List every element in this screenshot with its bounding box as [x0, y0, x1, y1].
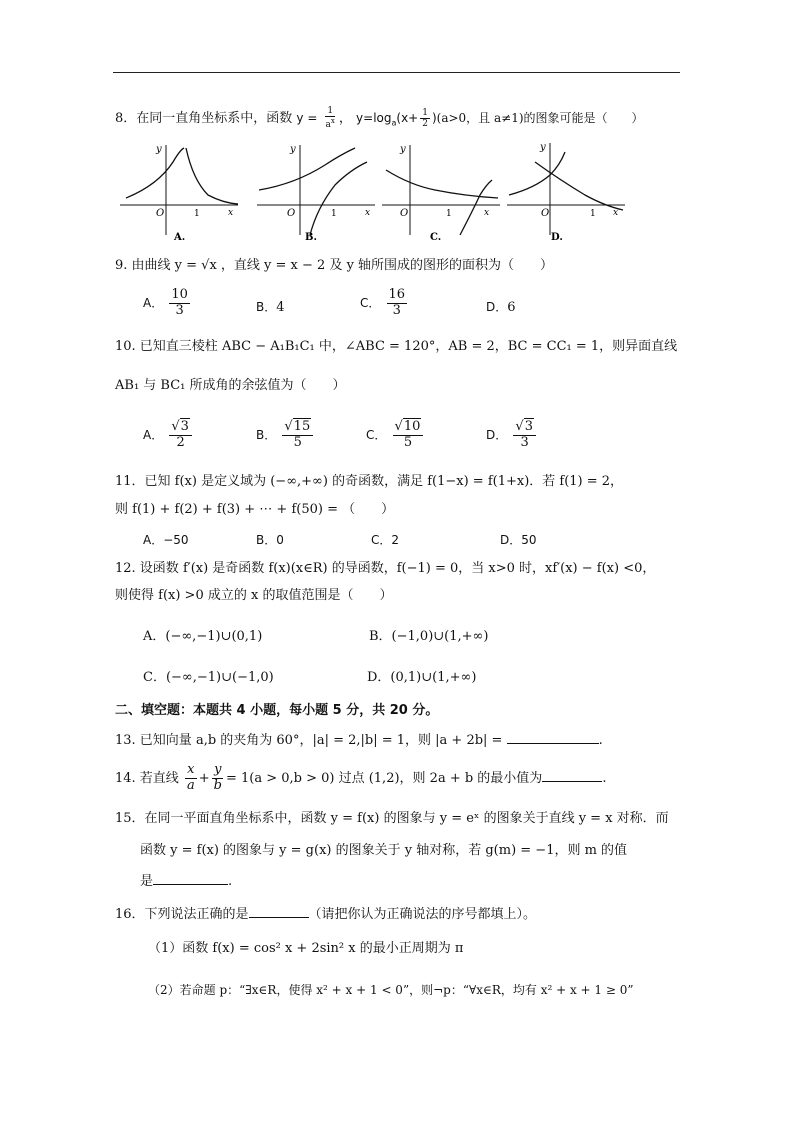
- svg-text:y: y: [290, 144, 296, 155]
- q16-answer-blank[interactable]: [249, 905, 309, 918]
- q10-line1: 10. 已知直三棱柱 ABC − A₁B₁C₁ 中，∠ABC = 120°，AB = 2，BC = CC₁ = 1，则异面直线: [115, 339, 678, 354]
- svg-text:1: 1: [331, 209, 337, 219]
- q12-option-a: A．(−∞,−1)∪(0,1): [143, 629, 263, 644]
- q12-option-c: C．(−∞,−1)∪(−1,0): [143, 670, 274, 685]
- q8-text: 8．在同一直角坐标系中，函数 y = $\frac{1}{a^x}$ ， $y=\log_a(x+$ $\frac{1}{2}$ )(a>0，且 a≠1)的图象可能是（ ）: [115, 106, 644, 131]
- svg-text:y: y: [156, 144, 162, 155]
- q10-line2: AB₁ 与 BC₁ 所成角的余弦值为（ ）: [115, 378, 346, 393]
- q10-option-b: B． $\frac{√15}{5}$: [256, 420, 315, 451]
- q15-line3: 是 .: [140, 874, 233, 889]
- svg-text:x: x: [613, 208, 619, 218]
- q16-line1: 16．下列说法正确的是 （请把你认为正确说法的序号都填上）。: [115, 907, 537, 922]
- q15-answer-blank[interactable]: [153, 872, 228, 885]
- graph-d-label: D.: [551, 232, 563, 242]
- q16-item1: （1）函数 f(x) = cos² x + 2sin² x 的最小正周期为 π: [148, 941, 464, 956]
- svg-text:y: y: [540, 142, 546, 153]
- graph-b-label: B.: [305, 232, 317, 242]
- q12-option-b: B．(−1,0)∪(1,+∞): [369, 629, 489, 644]
- q10-option-a: A． $\frac{√3}{2}$: [143, 420, 194, 451]
- q16-item2: （2）若命题 p：“∃x∈R，使得 x² + x + 1 < 0”，则¬p：“∀x∈R，均有 x² + x + 1 ≥ 0”: [148, 983, 634, 997]
- q11-line1: 11．已知 f(x) 是定义域为 (−∞,+∞) 的奇函数，满足 f(1−x) = f(1+x)．若 f(1) = 2，: [115, 474, 624, 489]
- q9-option-a: A． $\frac{10}{3}$: [143, 287, 188, 318]
- svg-text:O: O: [400, 208, 409, 219]
- graph-a: [118, 140, 243, 242]
- svg-text:x: x: [484, 208, 490, 218]
- svg-text:x: x: [228, 208, 234, 218]
- q12-line1: 12. 设函数 f′(x) 是奇函数 f(x)(x∈R) 的导函数，f(−1) = 0，当 x>0 时，xf′(x) − f(x) <0，: [115, 561, 656, 576]
- q9-option-d: D．6: [486, 300, 516, 315]
- graph-a-label: A.: [174, 232, 186, 242]
- q10-option-c: C． $\frac{√10}{5}$: [366, 420, 425, 451]
- q15-line2: 函数 y = f(x) 的图象与 y = g(x) 的图象关于 y 轴对称，若 g(m) = −1，则 m 的值: [140, 843, 628, 858]
- q11-option-a: A．−50: [143, 533, 189, 547]
- header-rule: [113, 72, 680, 73]
- q14-text: 14. 若直线 $\frac{x}{a}$ + $\frac{y}{b}$ = 1(a > 0,b > 0) 过点 (1,2)，则 2a + b 的最小值为 .: [115, 762, 607, 793]
- svg-text:O: O: [287, 208, 296, 219]
- graph-d: [505, 140, 630, 242]
- q10-option-d: D． $\frac{√3}{3}$: [486, 420, 538, 451]
- graph-c: [380, 140, 505, 242]
- q11-option-b: B．0: [256, 533, 284, 547]
- svg-text:1: 1: [194, 209, 200, 219]
- svg-text:x: x: [365, 208, 371, 218]
- svg-text:O: O: [156, 208, 165, 219]
- graph-c-label: C.: [430, 232, 442, 242]
- q11-line2: 则 f(1) + f(2) + f(3) + ⋯ + f(50) = （ ）: [115, 502, 395, 517]
- svg-text:O: O: [541, 208, 550, 219]
- q9-option-b: B．4: [256, 300, 285, 315]
- graph-b: [255, 140, 380, 242]
- q12-option-d: D．(0,1)∪(1,+∞): [367, 670, 477, 685]
- q13-text: 13. 已知向量 a,b 的夹角为 60°，|a| = 2,|b| = 1，则 |a + 2b| = .: [115, 733, 603, 748]
- section-2-heading: 二、填空题：本题共 4 小题，每小题 5 分，共 20 分。: [115, 703, 439, 718]
- svg-text:y: y: [400, 144, 406, 155]
- svg-text:1: 1: [590, 209, 596, 219]
- q14-answer-blank[interactable]: [542, 769, 602, 782]
- q15-line1: 15．在同一平面直角坐标系中，函数 y = f(x) 的图象与 y = eˣ 的图象关于直线 y = x 对称．而: [115, 811, 669, 826]
- svg-text:1: 1: [446, 209, 452, 219]
- q13-answer-blank[interactable]: [507, 731, 599, 744]
- q11-option-c: C．2: [371, 533, 400, 547]
- q12-line2: 则使得 f(x) >0 成立的 x 的取值范围是（ ）: [115, 588, 393, 603]
- q11-option-d: D．50: [500, 533, 537, 547]
- q9-option-c: C． $\frac{16}{3}$: [360, 287, 406, 318]
- q9-text: 9. 由曲线 y = √x ，直线 y = x − 2 及 y 轴所围成的图形的面积为（ ）: [115, 258, 554, 273]
